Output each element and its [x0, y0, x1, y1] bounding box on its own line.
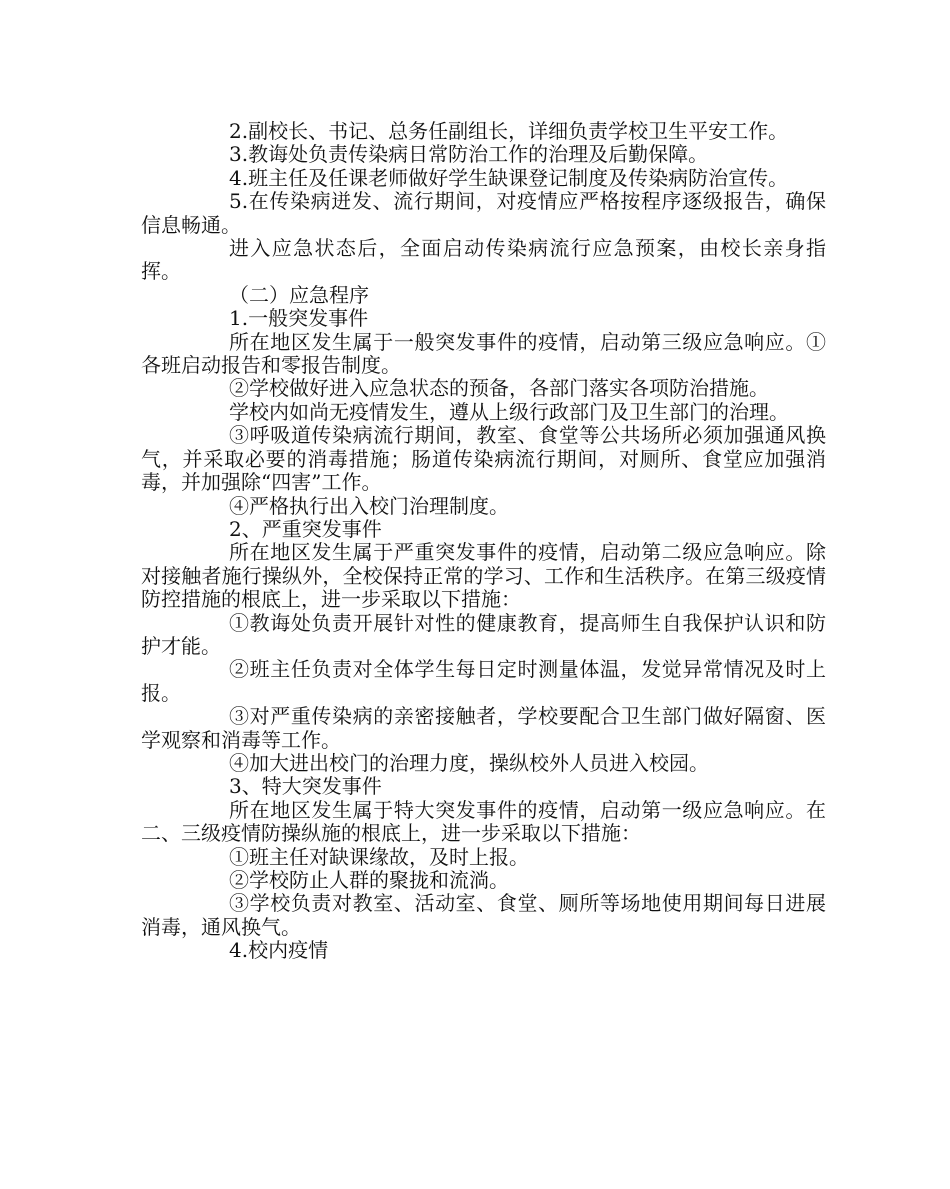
paragraph-major-incident-response: 所在地区发生属于特大突发事件的疫情，启动第一级应急响应。在二、三级疫情防操纵施的根底上，进一步采取以下措施：	[141, 797, 826, 846]
paragraph-emergency-state: 进入应急状态后，全面启动传染病流行应急预案，由校长亲身指挥。	[141, 236, 826, 284]
paragraph-reporting-duties: 5.在传染病迸发、流行期间，对疫情应严格按程序逐级报告，确保信息畅通。	[141, 189, 826, 237]
subheading-serious-incident: 2、严重突发事件	[229, 516, 382, 541]
paragraph-head-teacher-duties: 4.班主任及任课老师做好学生缺课登记制度及传染病防治宣传。	[229, 165, 789, 190]
paragraph-major-item-1: ①班主任对缺课缘故，及时上报。	[229, 844, 529, 869]
paragraph-general-incident-response: 所在地区发生属于一般突发事件的疫情，启动第三级应急响应。①各班启动报告和零报告制度。	[141, 329, 826, 378]
paragraph-general-item-3: ③呼吸道传染病流行期间，教室、食堂等公共场所必须加强通风换气，并采取必要的消毒措施；肠道传染病流行期间，对厕所、食堂应加强消毒，并加强除“四害”工作。	[141, 423, 826, 495]
paragraph-serious-item-2: ②班主任负责对全体学生每日定时测量体温，发觉异常情况及时上报。	[141, 657, 826, 705]
subheading-major-incident: 3、特大突发事件	[229, 774, 382, 799]
paragraph-serious-incident-response: 所在地区发生属于严重突发事件的疫情，启动第二级应急响应。除对接触者施行操纵外，全校保持正常的学习、工作和生活秩序。在第三级疫情防控措施的根底上，进一步采取以下措施：	[141, 540, 826, 612]
paragraph-vice-principal-duties: 2.副校长、书记、总务任副组长，详细负责学校卫生平安工作。	[229, 119, 789, 143]
paragraph-serious-item-1: ①教诲处负责开展针对性的健康教育，提高师生自我保护认识和防护才能。	[141, 610, 826, 658]
paragraph-general-no-outbreak: 学校内如尚无疫情发生，遵从上级行政部门及卫生部门的治理。	[229, 399, 789, 424]
paragraph-major-item-3: ③学校负责对教室、活动室、食堂、厕所等场地使用期间每日进展消毒，通风换气。	[141, 891, 826, 939]
section-heading-emergency-procedure: （二）应急程序	[229, 282, 369, 307]
paragraph-general-item-2: ②学校做好进入应急状态的预备，各部门落实各项防治措施。	[229, 376, 769, 401]
paragraph-serious-item-4: ④加大进出校门的治理力度，操纵校外人员进入校园。	[229, 750, 709, 775]
paragraph-major-item-2: ②学校防止人群的聚拢和流淌。	[229, 868, 509, 892]
subheading-general-incident: 1.一般突发事件	[229, 306, 369, 331]
paragraph-serious-item-3: ③对严重传染病的亲密接触者，学校要配合卫生部门做好隔窗、医学观察和消毒等工作。	[141, 704, 826, 752]
paragraph-education-office-duties: 3.教诲处负责传染病日常防治工作的治理及后勤保障。	[229, 142, 709, 167]
subheading-campus-outbreak: 4.校内疫情	[229, 938, 329, 963]
paragraph-general-item-4: ④严格执行出入校门治理制度。	[229, 493, 509, 518]
document-body	[141, 120, 826, 963]
